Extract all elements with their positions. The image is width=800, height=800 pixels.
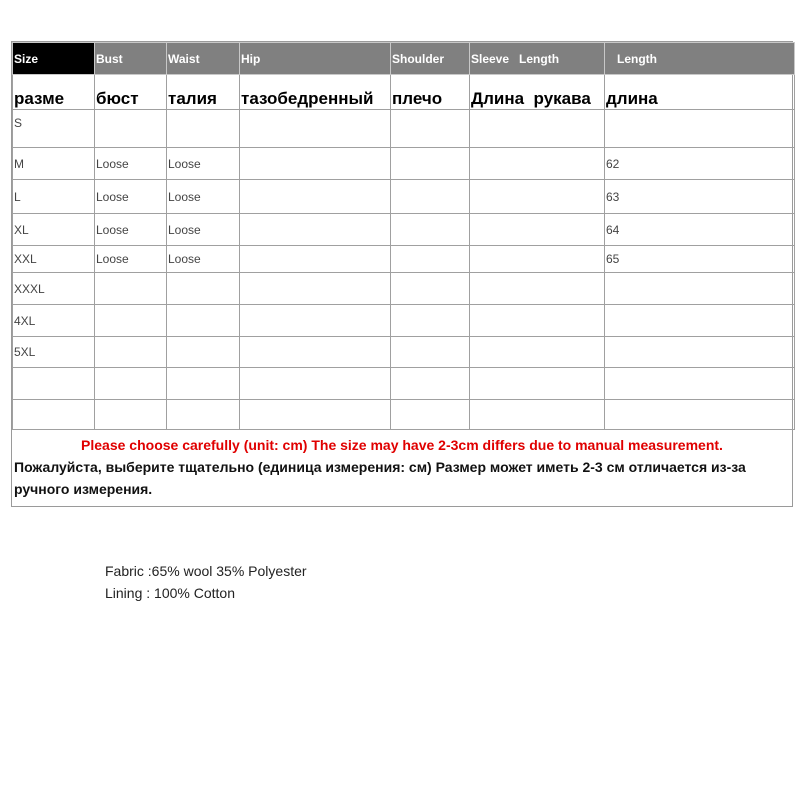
cell-empty xyxy=(95,368,167,400)
header-size: Size xyxy=(13,43,95,75)
header-ru-hip: тазобедренный xyxy=(240,75,391,110)
cell-sleeve xyxy=(470,214,605,246)
cell-hip xyxy=(240,273,391,305)
cell-size: 4XL xyxy=(13,305,95,337)
cell-length: 62 xyxy=(605,148,795,180)
header-row-russian xyxy=(13,75,795,110)
cell-shoulder xyxy=(391,148,470,180)
cell-length: 65 xyxy=(605,246,795,273)
header-ru-sleeve-length: Длина рукава xyxy=(470,75,605,110)
table-row-empty xyxy=(13,400,795,430)
cell-sleeve xyxy=(470,305,605,337)
cell-empty xyxy=(95,400,167,430)
header-ru-size: разме xyxy=(13,75,95,110)
cell-empty xyxy=(167,400,240,430)
cell-waist xyxy=(167,110,240,148)
cell-length xyxy=(605,110,795,148)
table-row xyxy=(13,305,795,337)
note-english: Please choose carefully (unit: cm) The size may have 2-3cm differs due to manual measurement. xyxy=(81,437,723,453)
cell-bust: Loose xyxy=(95,148,167,180)
cell-sleeve xyxy=(470,180,605,214)
measurement-notes xyxy=(12,430,792,506)
table-row xyxy=(13,273,795,305)
cell-bust xyxy=(95,305,167,337)
cell-size: M xyxy=(13,148,95,180)
cell-shoulder xyxy=(391,110,470,148)
cell-hip xyxy=(240,148,391,180)
cell-empty xyxy=(470,368,605,400)
cell-waist xyxy=(167,273,240,305)
cell-bust: Loose xyxy=(95,246,167,273)
cell-hip xyxy=(240,246,391,273)
cell-empty xyxy=(240,368,391,400)
header-ru-length: длина xyxy=(605,75,795,110)
cell-waist xyxy=(167,337,240,368)
cell-bust xyxy=(95,110,167,148)
cell-bust: Loose xyxy=(95,214,167,246)
cell-size: 5XL xyxy=(13,337,95,368)
cell-empty xyxy=(605,400,795,430)
cell-size: S xyxy=(13,110,95,148)
cell-length xyxy=(605,305,795,337)
cell-hip xyxy=(240,305,391,337)
table-row-empty xyxy=(13,368,795,400)
header-waist: Waist xyxy=(167,43,240,75)
cell-bust xyxy=(95,273,167,305)
table-row xyxy=(13,180,795,214)
cell-empty xyxy=(391,368,470,400)
cell-hip xyxy=(240,110,391,148)
cell-length: 63 xyxy=(605,180,795,214)
cell-length xyxy=(605,273,795,305)
cell-empty xyxy=(167,368,240,400)
table-row xyxy=(13,148,795,180)
header-ru-bust: бюст xyxy=(95,75,167,110)
table-row xyxy=(13,110,795,148)
cell-hip xyxy=(240,337,391,368)
cell-empty xyxy=(470,400,605,430)
header-shoulder: Shoulder xyxy=(391,43,470,75)
cell-length: 64 xyxy=(605,214,795,246)
cell-shoulder xyxy=(391,246,470,273)
header-sleeve-length: Sleeve Length xyxy=(470,43,605,75)
fabric-info xyxy=(105,560,307,604)
cell-sleeve xyxy=(470,148,605,180)
cell-empty xyxy=(13,400,95,430)
header-ru-shoulder: плечо xyxy=(391,75,470,110)
cell-waist: Loose xyxy=(167,214,240,246)
cell-waist: Loose xyxy=(167,246,240,273)
cell-shoulder xyxy=(391,273,470,305)
cell-length xyxy=(605,337,795,368)
cell-size: XXXL xyxy=(13,273,95,305)
cell-empty xyxy=(13,368,95,400)
cell-sleeve xyxy=(470,110,605,148)
cell-bust xyxy=(95,337,167,368)
cell-sleeve xyxy=(470,273,605,305)
cell-waist xyxy=(167,305,240,337)
cell-waist: Loose xyxy=(167,148,240,180)
cell-size: L xyxy=(13,180,95,214)
table-row xyxy=(13,337,795,368)
cell-sleeve xyxy=(470,337,605,368)
cell-empty xyxy=(605,368,795,400)
table-row xyxy=(13,246,795,273)
cell-waist: Loose xyxy=(167,180,240,214)
note-russian: Пожалуйста, выберите тщательно (единица измерения: см) Размер может иметь 2-3 см отличается из-за ручного измерения. xyxy=(14,459,746,497)
cell-empty xyxy=(391,400,470,430)
size-table xyxy=(12,42,795,430)
cell-hip xyxy=(240,180,391,214)
fabric-line: Fabric :65% wool 35% Polyester xyxy=(105,563,307,579)
cell-size: XL xyxy=(13,214,95,246)
cell-size: XXL xyxy=(13,246,95,273)
cell-bust: Loose xyxy=(95,180,167,214)
cell-sleeve xyxy=(470,246,605,273)
size-chart xyxy=(11,41,793,507)
lining-line: Lining : 100% Cotton xyxy=(105,585,235,601)
cell-hip xyxy=(240,214,391,246)
cell-shoulder xyxy=(391,180,470,214)
header-row-english xyxy=(13,43,795,75)
header-bust: Bust xyxy=(95,43,167,75)
header-hip: Hip xyxy=(240,43,391,75)
table-row xyxy=(13,214,795,246)
header-length: Length xyxy=(605,43,795,75)
cell-shoulder xyxy=(391,337,470,368)
header-ru-waist: талия xyxy=(167,75,240,110)
cell-shoulder xyxy=(391,305,470,337)
cell-empty xyxy=(240,400,391,430)
cell-shoulder xyxy=(391,214,470,246)
